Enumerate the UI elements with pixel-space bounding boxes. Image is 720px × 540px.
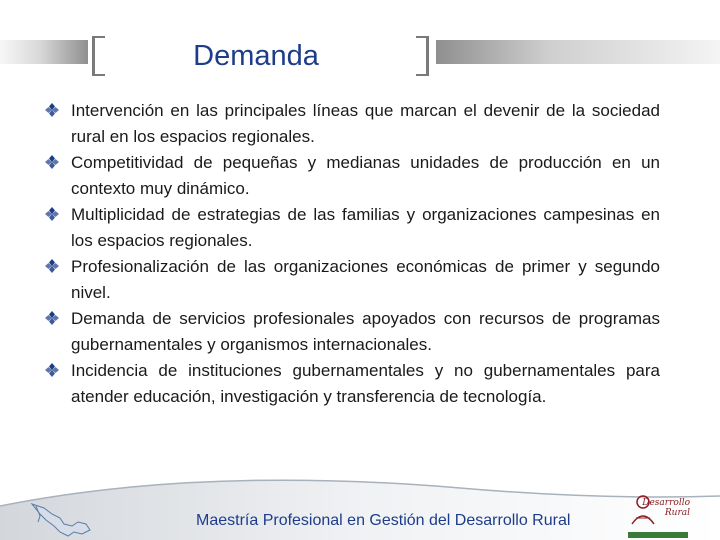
logo-text: Desarrollo Rural [642, 498, 690, 518]
bullet-item [44, 358, 660, 410]
bullet-list [44, 98, 660, 410]
desarrollo-rural-logo [626, 490, 690, 538]
map-silhouette-icon [30, 500, 100, 540]
bullet-item [44, 202, 660, 254]
diamond-bullet-icon [44, 310, 60, 326]
bullet-text: Intervención en las principales líneas que marcan el devenir de la sociedad rural en los espacios regionales. [71, 101, 660, 146]
bullet-item [44, 254, 660, 306]
title-bracket-right [416, 36, 429, 76]
bullet-item [44, 306, 660, 358]
footer-program-name: Maestría Profesional en Gestión del Desarrollo Rural [196, 512, 571, 529]
bullet-text: Demanda de servicios profesionales apoyados con recursos de programas gubernamentales y organismos internacionales. [71, 309, 660, 354]
logo-green-strip [628, 532, 688, 538]
bullet-text: Multiplicidad de estrategias de las familias y organizaciones campesinas en los espacios regionales. [71, 205, 660, 250]
diamond-bullet-icon [44, 154, 60, 170]
header-gradient-bar-right [436, 40, 720, 64]
header-gradient-bar-left [0, 40, 88, 64]
bullet-item [44, 150, 660, 202]
diamond-bullet-icon [44, 258, 60, 274]
slide-title: Demanda [193, 40, 319, 72]
bullet-text: Profesionalización de las organizaciones económicas de primer y segundo nivel. [71, 257, 660, 302]
diamond-bullet-icon [44, 206, 60, 222]
bullet-text: Competitividad de pequeñas y medianas unidades de producción en un contexto muy dinámico. [71, 153, 660, 198]
diamond-bullet-icon [44, 102, 60, 118]
diamond-bullet-icon [44, 362, 60, 378]
bullet-text: Incidencia de instituciones gubernamentales y no gubernamentales para atender educación, investigación y transferencia de tecnología. [71, 361, 660, 406]
bullet-item [44, 98, 660, 150]
